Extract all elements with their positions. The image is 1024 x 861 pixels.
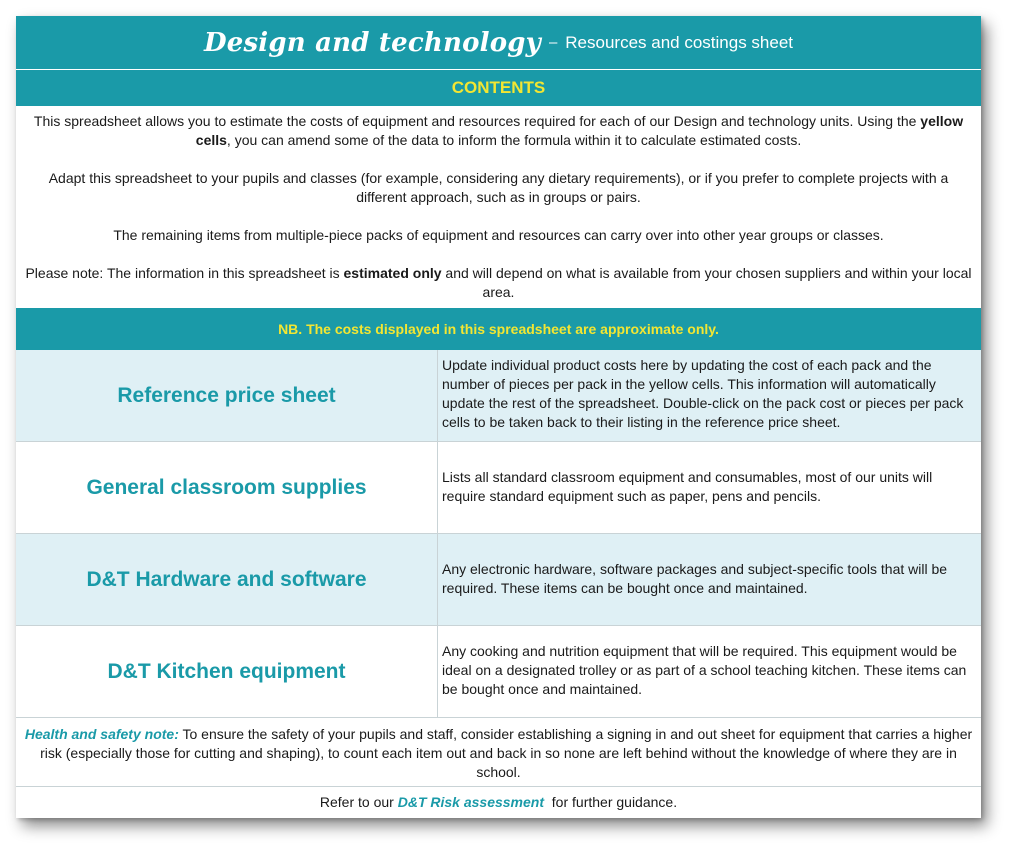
- row-dt-kitchen-equipment: [16, 626, 981, 718]
- contents-heading: CONTENTS: [16, 70, 981, 106]
- page-subtitle: Resources and costings sheet: [565, 32, 794, 52]
- description-reference-price-sheet: Update individual product costs here by updating the cost of each pack and the number of pieces per pack in the yellow cells. This information will automatically update the rest of the spreadsheet. Double-click on the pack cost or pieces per pack cells to be taken back to their listing in the reference price sheet.: [442, 357, 964, 430]
- intro-p1-text: This spreadsheet allows you to estimate the costs of equipment and resources required for each of our Design and technology units. Using the: [33, 113, 921, 129]
- link-general-classroom-supplies[interactable]: General classroom supplies: [16, 442, 438, 533]
- intro-p4-text: Please note: The information in this spreadsheet is: [25, 265, 344, 281]
- yellow-cells-emphasis: yellow cells: [195, 113, 964, 148]
- refer-text-start: Refer to our: [319, 794, 398, 810]
- link-reference-price-sheet[interactable]: Reference price sheet: [16, 350, 438, 441]
- description-dt-kitchen-equipment: Any cooking and nutrition equipment that will be required. This equipment would be ideal on a designated trolley or as part of a school teaching kitchen. These items can be bought once and maintained.: [442, 643, 967, 697]
- health-safety-text: To ensure the safety of your pupils and staff, consider establishing a signing in and out sheet for equipment that carries a higher risk (especially those for cutting and shaping), to count each item out and back in so none are left behind without the knowledge of where they are in school.: [40, 726, 973, 780]
- intro-p4-text-end: and will depend on what is available from your chosen suppliers and within your local area.: [441, 265, 972, 300]
- estimated-only-emphasis: estimated only: [343, 265, 442, 281]
- intro-paragraph-2: Adapt this spreadsheet to your pupils and classes (for example, considering any dietary requirements), or if you prefer to complete projects with a different approach, such as in groups or pairs.: [48, 170, 949, 205]
- spreadsheet-contents-sheet: [16, 16, 981, 818]
- page-title: Design and technology: [203, 27, 541, 58]
- health-safety-label: Health and safety note:: [24, 726, 179, 742]
- risk-assessment-link[interactable]: D&T Risk assessment: [397, 794, 545, 810]
- description-dt-hardware-software: Any electronic hardware, software packages and subject-specific tools that will be required. These items can be bought once and maintained.: [442, 561, 948, 596]
- title-separator: –: [548, 34, 558, 51]
- link-dt-kitchen-equipment[interactable]: D&T Kitchen equipment: [16, 626, 438, 717]
- link-dt-hardware-software[interactable]: D&T Hardware and software: [16, 534, 438, 625]
- row-dt-hardware-software: [16, 534, 981, 626]
- description-general-classroom-supplies: Lists all standard classroom equipment and consumables, most of our units will require standard equipment such as paper, pens and pencils.: [442, 469, 933, 504]
- intro-paragraph-1: [22, 112, 975, 150]
- refer-guidance: [16, 787, 981, 817]
- intro-paragraph-4: [22, 264, 975, 302]
- intro-text: [16, 106, 981, 308]
- refer-text-end: for further guidance.: [544, 794, 678, 810]
- health-safety-note: [16, 718, 981, 787]
- intro-paragraph-3: The remaining items from multiple-piece packs of equipment and resources can carry over into other year groups or classes.: [113, 227, 884, 243]
- row-reference-price-sheet: [16, 350, 981, 442]
- title-bar: [16, 16, 981, 70]
- costs-disclaimer-bar: NB. The costs displayed in this spreadsheet are approximate only.: [16, 308, 981, 350]
- intro-p1-text-end: , you can amend some of the data to inform the formula within it to calculate estimated costs.: [226, 132, 802, 148]
- row-general-classroom-supplies: [16, 442, 981, 534]
